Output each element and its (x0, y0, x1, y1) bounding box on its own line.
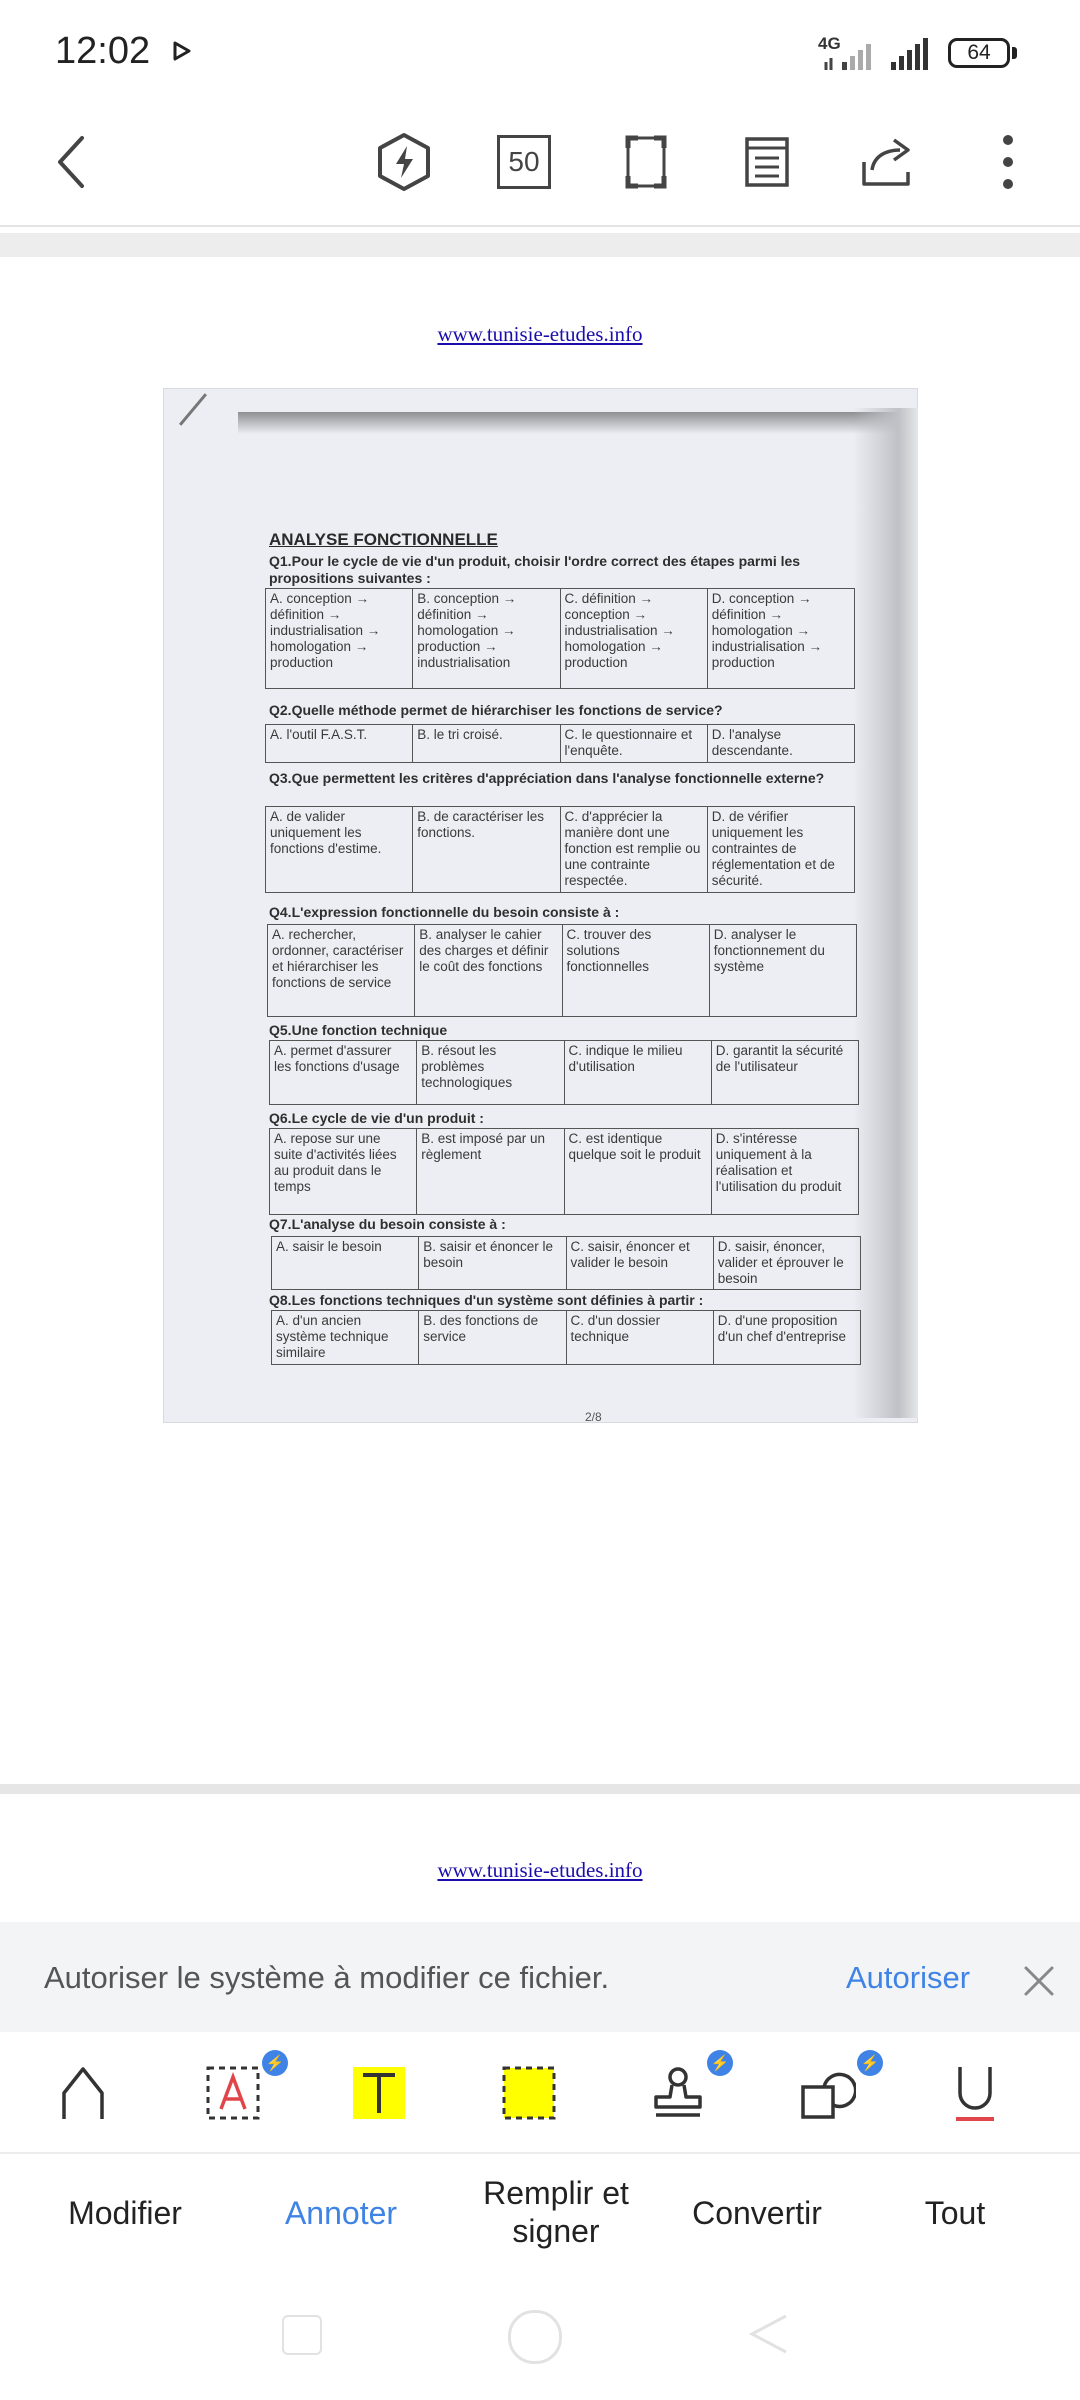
option-cell: B. le tri croisé. (413, 725, 560, 763)
scan-shadow-right (853, 408, 918, 1418)
more-vertical-icon (1000, 134, 1016, 190)
option-cell: D. saisir, énoncer, valider et éprouver le besoin (713, 1237, 860, 1290)
scan-page-number: 2/8 (585, 1410, 602, 1423)
signal-icon (822, 36, 878, 72)
shapes-icon (800, 2065, 856, 2121)
question-2: Q2.Quelle méthode permet de hiérarchiser les fonctions de service? (269, 702, 723, 718)
page-header-link[interactable]: www.tunisie-etudes.info (437, 1858, 643, 1882)
shapes-tool-button[interactable] (793, 2055, 880, 2128)
option-cell: B. résout les problèmes technologiques (417, 1041, 564, 1105)
question-4-options (267, 924, 857, 1017)
underline-icon (950, 2063, 1000, 2123)
play-store-icon (172, 40, 192, 62)
close-icon[interactable] (1023, 1965, 1055, 1997)
option-cell: B. saisir et énoncer le besoin (419, 1237, 566, 1290)
battery-level: 64 (967, 41, 991, 64)
area-highlight-icon (501, 2065, 557, 2121)
fullscreen-button[interactable] (614, 130, 678, 194)
stamp-tool-button[interactable] (643, 2055, 730, 2128)
status-time: 12:02 (55, 30, 151, 72)
option-cell: C. indique le milieu d'utilisation (564, 1041, 711, 1105)
pen-icon (58, 2063, 108, 2123)
tab-modifier[interactable]: Modifier (68, 2195, 182, 2231)
page-header-link[interactable]: www.tunisie-etudes.info (437, 322, 643, 346)
battery-tip (1012, 47, 1017, 59)
system-nav-bar (0, 2290, 1080, 2400)
share-icon (860, 136, 916, 188)
question-1: Q1.Pour le cycle de vie d'un produit, choisir l'ordre correct des étapes parmi les propositions suivantes : (269, 553, 801, 586)
scan-title: ANALYSE FONCTIONNELLE (269, 530, 498, 549)
chevron-left-icon (52, 134, 92, 190)
page-divider (0, 233, 1080, 257)
page-count-button[interactable] (492, 130, 556, 194)
premium-badge: ⚡ (707, 2050, 733, 2076)
option-cell: B. conception → définition → homologation → production → industrialisation (413, 589, 560, 689)
question-8-options (271, 1310, 861, 1365)
option-cell: C. saisir, énoncer et valider le besoin (566, 1237, 713, 1290)
option-cell: C. est identique quelque soit le produit (564, 1129, 711, 1215)
recents-button[interactable] (282, 2315, 322, 2355)
tab-remplir-et-signer[interactable]: Remplir et signer (483, 2175, 629, 2249)
annotation-toolbar (0, 2032, 1080, 2154)
option-cell: A. d'un ancien système technique similaire (272, 1311, 419, 1365)
option-cell: D. analyser le fonctionnement du système (709, 925, 856, 1017)
bottom-tab-bar (0, 2154, 1080, 2274)
option-cell: A. permet d'assurer les fonctions d'usage (270, 1041, 417, 1105)
option-cell: C. définition → conception → industrialisation → homologation → production (560, 589, 707, 689)
area-highlight-tool-button[interactable] (494, 2058, 564, 2128)
option-cell: A. saisir le besoin (272, 1237, 419, 1290)
option-cell: C. trouver des solutions fonctionnelles (562, 925, 709, 1017)
page-divider (0, 1784, 1080, 1794)
tab-tout[interactable]: Tout (924, 2195, 986, 2231)
home-button[interactable] (508, 2310, 562, 2364)
network-type: 4G (818, 34, 841, 53)
text-highlight-icon (351, 2065, 407, 2121)
option-cell: D. s'intéresse uniquement à la réalisation et l'utilisation du produit (711, 1129, 858, 1215)
text-highlight-tool-button[interactable] (344, 2058, 414, 2128)
lightning-hexagon-icon (376, 132, 432, 192)
option-cell: A. l'outil F.A.S.T. (266, 725, 413, 763)
option-cell: D. de vérifier uniquement les contraintes de réglementation et de sécurité. (707, 807, 854, 893)
option-cell: A. repose sur une suite d'activités liées au produit dans le temps (270, 1129, 417, 1215)
text-box-icon (205, 2065, 261, 2121)
document-layout-icon (744, 136, 790, 188)
question-4: Q4.L'expression fonctionnelle du besoin consiste à : (269, 904, 620, 920)
more-options-button[interactable] (976, 130, 1040, 194)
back-button[interactable] (40, 130, 104, 194)
option-cell: A. rechercher, ordonner, caractériser et hiérarchiser les fonctions de service (268, 925, 415, 1017)
option-cell: B. des fonctions de service (419, 1311, 566, 1365)
tab-annoter[interactable]: Annoter (284, 2195, 398, 2231)
option-cell: D. conception → définition → homologation → industrialisation → production (707, 589, 854, 689)
smart-tools-button[interactable] (372, 130, 436, 194)
option-cell: D. l'analyse descendante. (707, 725, 854, 763)
question-2-options (265, 724, 855, 763)
option-cell: D. garantit la sécurité de l'utilisateur (711, 1041, 858, 1105)
tab-convertir[interactable]: Convertir (692, 2195, 822, 2231)
option-cell: A. de valider uniquement les fonctions d'estime. (266, 807, 413, 893)
status-bar (0, 0, 1080, 100)
question-3: Q3.Que permettent les critères d'appréciation dans l'analyse fonctionnelle externe? (269, 770, 825, 786)
question-6: Q6.Le cycle de vie d'un produit : (269, 1110, 484, 1126)
scan-shadow (238, 412, 908, 434)
question-1-options (265, 588, 855, 689)
option-cell: A. conception → définition → industrialisation → homologation → production (266, 589, 413, 689)
page-count: 50 (497, 135, 551, 189)
scan-mark (179, 393, 207, 426)
pen-tool-button[interactable] (48, 2058, 118, 2128)
premium-badge: ⚡ (262, 2050, 288, 2076)
text-box-tool-button[interactable] (198, 2055, 285, 2128)
option-cell: C. d'un dossier technique (566, 1311, 713, 1365)
option-cell: C. d'apprécier la manière dont une fonction est remplie ou une contrainte respectée. (560, 807, 707, 893)
battery-icon (948, 38, 1010, 68)
scanned-page-image (163, 388, 918, 1423)
option-cell: D. d'une proposition d'un chef d'entreprise (713, 1311, 860, 1365)
top-toolbar (0, 100, 1080, 227)
question-5: Q5.Une fonction technique (269, 1022, 448, 1038)
share-button[interactable] (856, 130, 920, 194)
reading-mode-button[interactable] (735, 130, 799, 194)
option-cell: B. est imposé par un règlement (417, 1129, 564, 1215)
banner-message: Autoriser le système à modifier ce fichier. (44, 1960, 610, 1995)
premium-badge: ⚡ (857, 2050, 883, 2076)
permission-banner (0, 1922, 1080, 2032)
stamp-icon (650, 2065, 706, 2121)
question-3-options (265, 806, 855, 893)
option-cell: C. le questionnaire et l'enquête. (560, 725, 707, 763)
back-nav-button[interactable] (748, 2312, 790, 2356)
question-8: Q8.Les fonctions techniques d'un système sont définies à partir : (269, 1292, 704, 1308)
underline-tool-button[interactable] (940, 2058, 1010, 2128)
question-6-options (269, 1128, 859, 1215)
option-cell: B. de caractériser les fonctions. (413, 807, 560, 893)
question-7-options (271, 1236, 861, 1290)
allow-button[interactable]: Autoriser (846, 1960, 971, 1995)
signal-icon-2 (885, 36, 941, 72)
option-cell: B. analyser le cahier des charges et définir le coût des fonctions (415, 925, 562, 1017)
question-7: Q7.L'analyse du besoin consiste à : (269, 1216, 506, 1232)
question-5-options (269, 1040, 859, 1105)
fullscreen-icon (624, 134, 668, 190)
